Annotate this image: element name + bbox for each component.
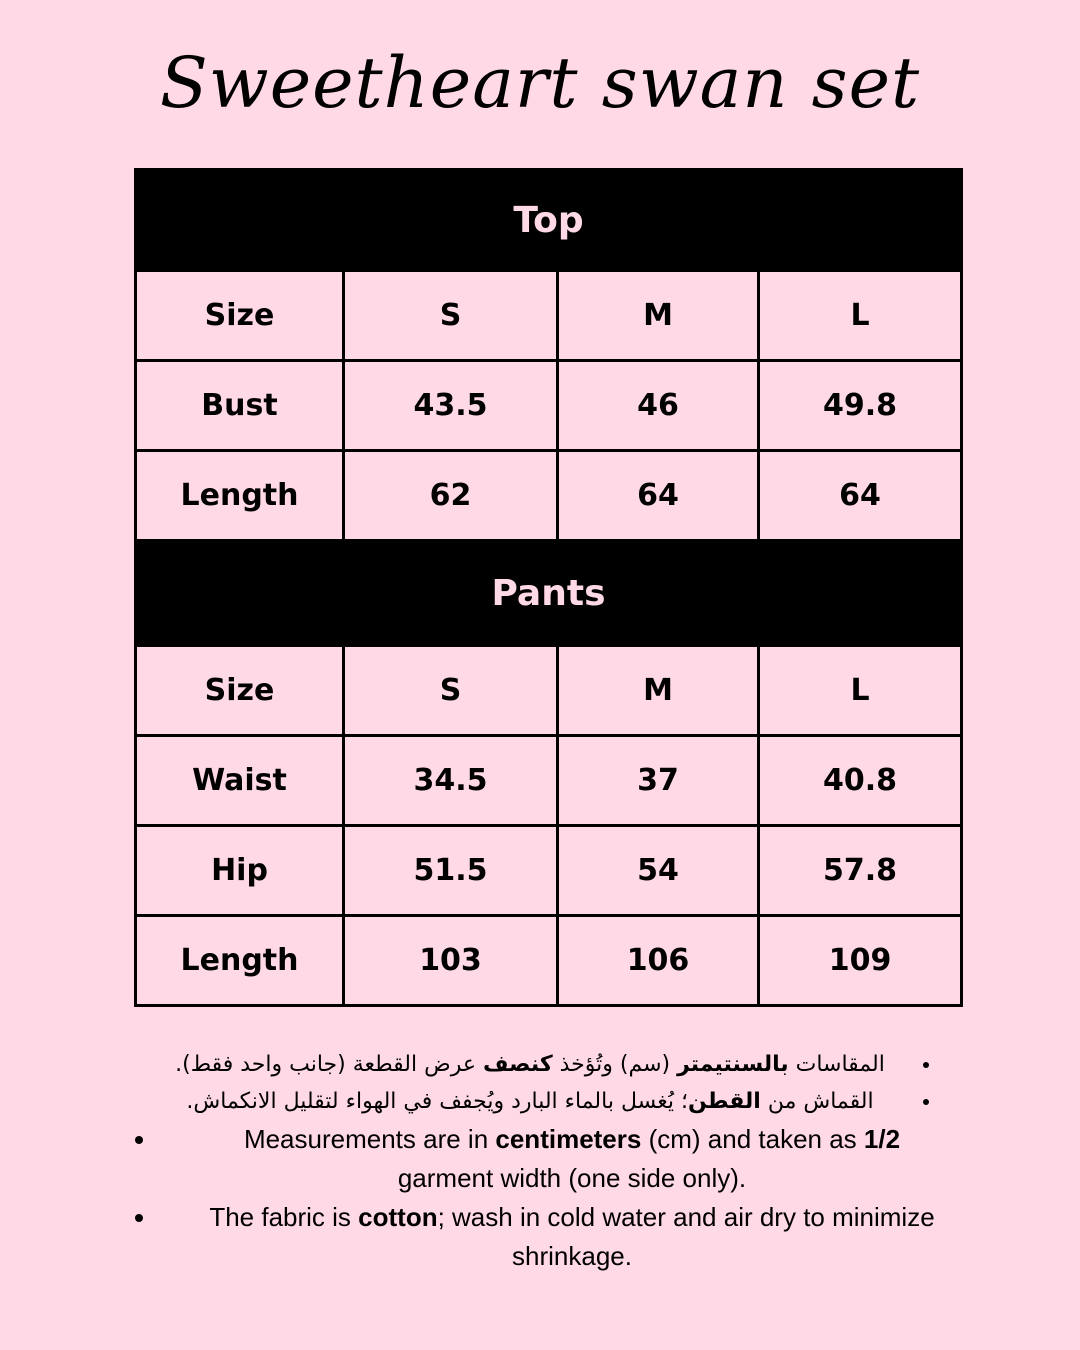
note-text: عرض القطعة (جانب واحد فقط). xyxy=(175,1052,483,1077)
pants-size-header-row xyxy=(136,646,962,736)
value-s: 51.5 xyxy=(344,826,558,916)
value-l: 40.8 xyxy=(759,736,962,826)
value-s: 62 xyxy=(344,451,558,541)
row-label: Bust xyxy=(136,361,344,451)
top-section-title: Top xyxy=(136,170,962,271)
note-text: ; wash in cold water and air dry to minimize shrinkage. xyxy=(437,1202,935,1271)
note-text: (سم) وتُؤخذ xyxy=(552,1052,678,1077)
english-note-fabric xyxy=(158,1198,950,1276)
note-text: (cm) and taken as xyxy=(641,1124,864,1154)
row-label: Waist xyxy=(136,736,344,826)
value-m: 46 xyxy=(558,361,759,451)
value-m: 106 xyxy=(558,916,759,1006)
care-notes xyxy=(130,1046,950,1276)
row-label: Hip xyxy=(136,826,344,916)
english-note-measurements xyxy=(158,1120,950,1198)
value-s: 43.5 xyxy=(344,361,558,451)
row-label: Length xyxy=(136,451,344,541)
top-size-header-row xyxy=(136,271,962,361)
arabic-note-measurements xyxy=(150,1046,910,1083)
note-text: القماش من xyxy=(760,1089,874,1114)
value-m: 54 xyxy=(558,826,759,916)
arabic-note-fabric xyxy=(150,1083,910,1120)
note-text: ؛ يُغسل بالماء البارد ويُجفف في الهواء لتقليل الانكماش. xyxy=(186,1089,688,1114)
note-emphasis: كنصف xyxy=(482,1052,553,1077)
pants-waist-row xyxy=(136,736,962,826)
note-emphasis: centimeters xyxy=(495,1124,642,1154)
top-size-s: S xyxy=(344,271,558,361)
arabic-notes-list xyxy=(130,1046,950,1120)
pants-length-row xyxy=(136,916,962,1006)
value-s: 34.5 xyxy=(344,736,558,826)
size-chart-table xyxy=(134,168,963,1007)
value-m: 37 xyxy=(558,736,759,826)
note-emphasis: cotton xyxy=(358,1202,438,1232)
value-l: 49.8 xyxy=(759,361,962,451)
note-emphasis: القطن xyxy=(687,1089,761,1114)
row-label: Length xyxy=(136,916,344,1006)
page-title: Sweetheart swan set xyxy=(159,42,921,124)
pants-hip-row xyxy=(136,826,962,916)
value-s: 103 xyxy=(344,916,558,1006)
note-emphasis: 1/2 xyxy=(863,1124,901,1154)
pants-section-header-row xyxy=(136,541,962,646)
pants-size-m: M xyxy=(558,646,759,736)
top-size-l: L xyxy=(759,271,962,361)
note-text: garment width (one side only). xyxy=(397,1163,747,1193)
note-text: The fabric is xyxy=(209,1202,359,1232)
value-l: 64 xyxy=(759,451,962,541)
top-section-header-row xyxy=(136,170,962,271)
note-text: المقاسات xyxy=(788,1052,885,1077)
top-size-m: M xyxy=(558,271,759,361)
pants-section-title: Pants xyxy=(136,541,962,646)
value-l: 109 xyxy=(759,916,962,1006)
pants-size-label: Size xyxy=(136,646,344,736)
note-text: Measurements are in xyxy=(243,1124,496,1154)
value-m: 64 xyxy=(558,451,759,541)
value-l: 57.8 xyxy=(759,826,962,916)
top-size-label: Size xyxy=(136,271,344,361)
top-length-row xyxy=(136,451,962,541)
top-bust-row xyxy=(136,361,962,451)
note-emphasis: بالسنتيمتر xyxy=(677,1052,789,1077)
pants-size-s: S xyxy=(344,646,558,736)
english-notes-list xyxy=(130,1120,950,1276)
pants-size-l: L xyxy=(759,646,962,736)
